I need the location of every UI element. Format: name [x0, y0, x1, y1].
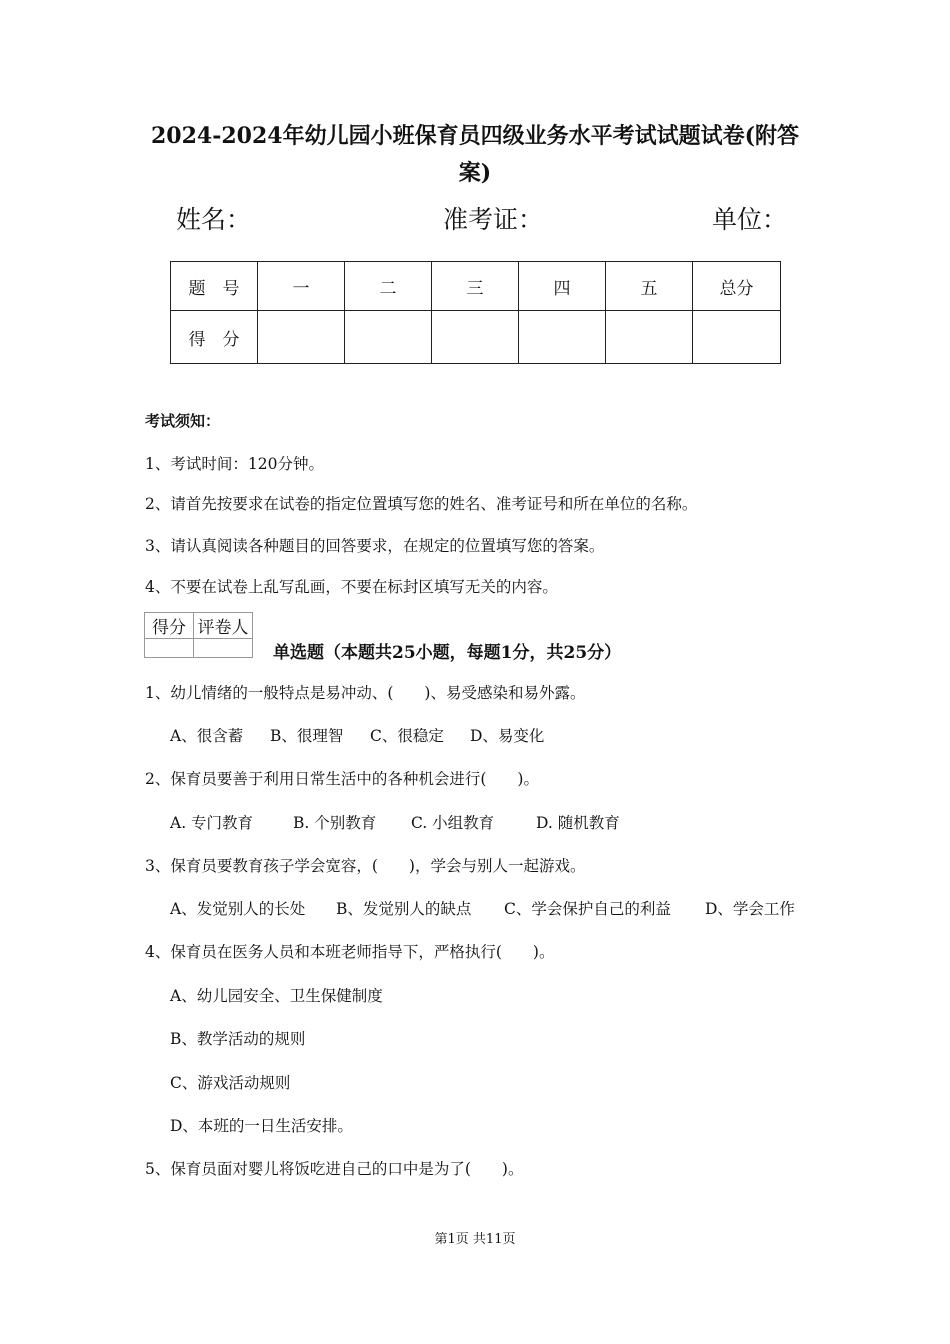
score-table-score-row: [171, 311, 781, 364]
question-options: [170, 724, 544, 746]
header-cell-5: 五: [606, 262, 693, 311]
score-cell: [258, 311, 345, 364]
question-stem: 5、保育员面对婴儿将饭吃进自己的口中是为了( )。: [145, 1160, 524, 1178]
note-item: 1、考试时间：120分钟。: [145, 455, 324, 473]
score-cell: [606, 311, 693, 364]
header-cell-1: 一: [258, 262, 345, 311]
question-options: [170, 897, 795, 919]
section-title: 单选题（本题共25小题，每题1分，共25分）: [273, 643, 622, 663]
option: C、学会保护自己的利益: [504, 900, 671, 918]
grader-score-cell: [145, 639, 194, 658]
grader-score-label: 得分: [145, 613, 194, 639]
grader-reviewer-label: 评卷人: [194, 613, 253, 639]
header-cell-2: 二: [345, 262, 432, 311]
question-stem: 3、保育员要教育孩子学会宽容，( )，学会与别人一起游戏。: [145, 857, 586, 875]
option: D、本班的一日生活安排。: [170, 1117, 353, 1135]
question-stem: 2、保育员要善于利用日常生活中的各种机会进行( )。: [145, 770, 539, 788]
page-footer: 第1页 共11页: [434, 1232, 516, 1247]
score-table: [170, 261, 781, 364]
note-item: 3、请认真阅读各种题目的回答要求，在规定的位置填写您的答案。: [145, 537, 605, 555]
exam-id-label: 准考证：: [443, 205, 544, 234]
score-cell: [519, 311, 606, 364]
row-label-score: 得 分: [171, 311, 258, 364]
score-cell: [693, 311, 781, 364]
option: C、游戏活动规则: [170, 1074, 291, 1092]
note-item: 4、不要在试卷上乱写乱画，不要在标封区填写无关的内容。: [145, 578, 558, 596]
unit-label: 单位：: [712, 205, 788, 234]
score-cell: [345, 311, 432, 364]
option: A、发觉别人的长处: [170, 900, 306, 918]
grader-box: [144, 612, 253, 658]
header-cell-4: 四: [519, 262, 606, 311]
option: D、学会工作: [705, 900, 795, 918]
note-item: 2、请首先按要求在试卷的指定位置填写您的姓名、准考证号和所在单位的名称。: [145, 495, 698, 513]
exam-title: 2024-2024年幼儿园小班保育员四级业务水平考试试题试卷(附答案): [150, 123, 799, 186]
notes-title: 考试须知：: [145, 412, 221, 430]
header-cell-total: 总分: [693, 262, 781, 311]
grader-reviewer-cell: [194, 639, 253, 658]
score-cell: [432, 311, 519, 364]
option: D、易变化: [470, 727, 545, 745]
question-stem: 1、幼儿情绪的一般特点是易冲动、( )、易受感染和易外露。: [145, 684, 586, 702]
option: C、很稳定: [370, 727, 444, 745]
question-stem: 4、保育员在医务人员和本班老师指导下，严格执行( )。: [145, 943, 555, 961]
option: B. 个别教育: [293, 814, 377, 832]
option: A. 专门教育: [170, 814, 254, 832]
header-cell-number: 题 号: [171, 262, 258, 311]
option: B、发觉别人的缺点: [336, 900, 472, 918]
option: C. 小组教育: [411, 814, 495, 832]
question-options: [170, 811, 620, 833]
option: D. 随机教育: [536, 814, 620, 832]
option: B、很理智: [270, 727, 344, 745]
name-label: 姓名：: [176, 205, 252, 234]
option: B、教学活动的规则: [170, 1030, 306, 1048]
option: A、幼儿园安全、卫生保健制度: [170, 987, 383, 1005]
header-cell-3: 三: [432, 262, 519, 311]
option: A、很含蓄: [170, 727, 244, 745]
score-table-header-row: [171, 262, 781, 311]
